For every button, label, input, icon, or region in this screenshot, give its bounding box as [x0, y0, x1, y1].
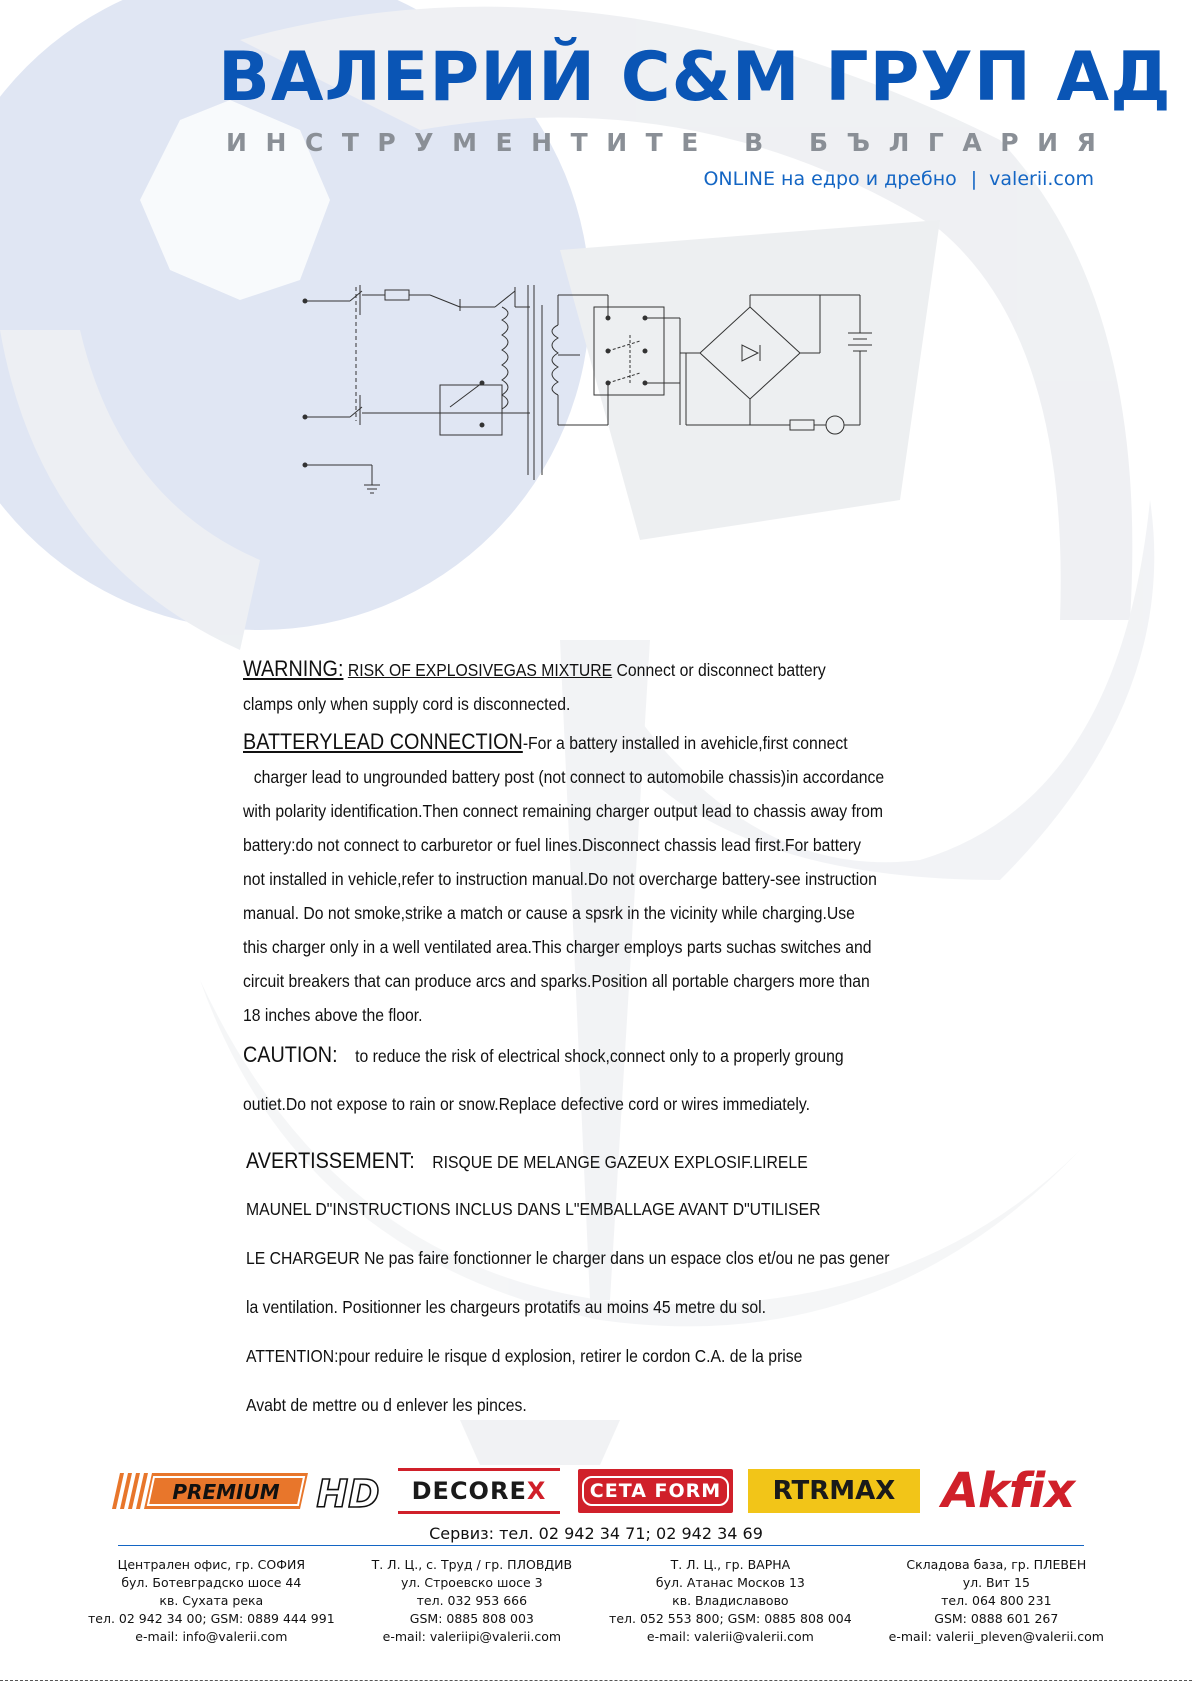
warning-body-line: with polarity identification.Then connect remaining charger output lead to chassis away from — [243, 801, 883, 821]
tagline-letter: И — [1037, 128, 1059, 157]
tagline-letter: Т — [645, 128, 663, 157]
office-plovdiv — [372, 1556, 573, 1646]
avertissement-heading: AVERTISSEMENT: — [246, 1148, 415, 1173]
footer-divider — [118, 1545, 1084, 1546]
tagline-letter: Л — [888, 128, 910, 157]
battery-lead-heading: BATTERYLEAD CONNECTION — [243, 729, 523, 754]
tagline-letter: И — [606, 128, 628, 157]
website-link[interactable]: valerii.com — [989, 168, 1094, 190]
office-address: ул. Вит 15 — [962, 1575, 1030, 1590]
office-district: кв. Сухата река — [159, 1593, 264, 1608]
warning-section-english — [243, 652, 903, 1032]
office-varna — [609, 1556, 852, 1646]
office-phone: GSM: 0885 808 003 — [409, 1611, 534, 1626]
office-email[interactable]: e-mail: valerii@valerii.com — [646, 1629, 814, 1644]
caution-heading: CAUTION: — [243, 1042, 338, 1067]
warning-line-2: clamps only when supply cord is disconnected. — [243, 694, 571, 714]
caution-section — [243, 1036, 903, 1121]
cetaform-logo — [578, 1469, 733, 1513]
warning-body-line: this charger only in a well ventilated area.This charger employs parts suchas switches and — [243, 937, 872, 957]
rtrmax-text: RTRMAX — [772, 1476, 896, 1506]
french-line: la ventilation. Positionner les chargeurs protatifs au moins 45 metre du sol. — [246, 1297, 767, 1317]
office-email[interactable]: e-mail: info@valerii.com — [135, 1629, 288, 1644]
french-line: MAUNEL D"INSTRUCTIONS INCLUS DANS L"EMBALLAGE AVANT D"UTILISER — [246, 1199, 821, 1219]
akfix-logo — [936, 1465, 1080, 1517]
company-tagline — [226, 128, 1096, 157]
warning-body-line: charger lead to ungrounded battery post (not connect to automobile chassis)in accordance — [253, 767, 885, 787]
tagline-letter: Г — [927, 128, 944, 157]
rtrmax-logo — [748, 1469, 920, 1513]
tagline-letter — [782, 128, 791, 157]
tagline-letter: Р — [377, 128, 396, 157]
tagline-letter: В — [744, 128, 764, 157]
office-title: Т. Л. Ц., гр. ВАРНА — [670, 1557, 791, 1572]
french-line: Avabt de mettre ou d enlever les pinces. — [246, 1395, 527, 1415]
french-line: LE CHARGEUR Ne pas faire fonctionner le charger dans un espace clos et/ou ne pas gener — [246, 1248, 890, 1268]
hd-text: HD — [316, 1472, 380, 1516]
office-title: Складова база, гр. ПЛЕВЕН — [906, 1557, 1087, 1572]
caution-text: to reduce the risk of electrical shock,connect only to a properly groung — [355, 1046, 844, 1066]
french-line: ATTENTION:pour reduire le risque d explosion, retirer le cordon C.A. de la prise — [246, 1346, 803, 1366]
tagline-letter: Е — [495, 128, 513, 157]
warning-body-line: 18 inches above the floor. — [243, 1005, 423, 1025]
warning-body-line: circuit breakers that can produce arcs and sparks.Position all portable chargers more than — [243, 971, 870, 991]
page-bottom-border — [0, 1680, 1192, 1681]
office-title: Централен офис, гр. СОФИЯ — [117, 1557, 306, 1572]
office-email[interactable]: e-mail: valerii_pleven@valerii.com — [888, 1629, 1104, 1644]
warning-body-line: battery:do not connect to carburetor or fuel lines.Disconnect chassis lead first.For battery — [243, 835, 862, 855]
caution-line-2: outiet.Do not expose to rain or snow.Replace defective cord or wires immediately. — [243, 1094, 810, 1114]
tagline-letter: Т — [341, 128, 359, 157]
tagline-letter: Я — [1076, 128, 1096, 157]
office-pleven — [889, 1556, 1104, 1646]
tagline-letter — [717, 128, 726, 157]
office-phone: тел. 052 553 800; GSM: 0885 808 004 — [609, 1611, 852, 1626]
office-district: тел. 032 953 666 — [416, 1593, 528, 1608]
cetaform-text: CETA FORM — [582, 1476, 729, 1506]
office-phone: тел. 02 942 34 00; GSM: 0889 444 991 — [88, 1611, 335, 1626]
warning-subheading: RISK OF EXPLOSIVEGAS MIXTURE — [347, 660, 613, 680]
warning-text: Connect or disconnect battery — [612, 660, 826, 680]
akfix-text: Akfix — [941, 1463, 1075, 1519]
battery-lead-line — [243, 725, 903, 760]
online-shop-line — [703, 168, 1094, 190]
tagline-letter: И — [226, 128, 247, 157]
warning-section-french — [246, 1136, 966, 1430]
decorex-text — [412, 1477, 547, 1505]
battery-lead-text: -For a battery installed in avehicle,first connect — [522, 733, 848, 753]
premium-hd-logo — [108, 1465, 388, 1517]
avertissement-text: RISQUE DE MELANGE GAZEUX EXPLOSIF.LIRELE — [432, 1152, 808, 1172]
office-address: бул. Атанас Москов 13 — [655, 1575, 805, 1590]
company-name: ВАЛЕРИЙ С&М ГРУП АД — [218, 38, 1172, 117]
decorex-logo — [398, 1468, 560, 1514]
warning-heading: WARNING: — [243, 656, 344, 681]
office-title: Т. Л. Ц., с. Труд / гр. ПЛОВДИВ — [371, 1557, 573, 1572]
tagline-letter: М — [452, 128, 477, 157]
brand-logos — [108, 1465, 1080, 1527]
tagline-letter: Н — [531, 128, 553, 157]
decorex-text-x: X — [526, 1477, 547, 1505]
tagline-letter: Р — [1000, 128, 1019, 157]
tagline-letter: Ъ — [846, 128, 871, 157]
office-sofia — [88, 1556, 335, 1646]
tagline-letter: А — [962, 128, 982, 157]
warning-body-line: manual. Do not smoke,strike a match or cause a spsrk in the vicinity while charging.Use — [243, 903, 855, 923]
separator: | — [970, 168, 978, 190]
tagline-letter: Е — [681, 128, 699, 157]
caution-line-1 — [243, 1036, 903, 1075]
office-district: кв. Владиславово — [672, 1593, 789, 1608]
premium-hd-graphic — [108, 1465, 388, 1517]
office-email[interactable]: e-mail: valeriipi@valerii.com — [382, 1629, 562, 1644]
tagline-letter: Н — [265, 128, 287, 157]
office-list — [88, 1556, 1104, 1646]
service-phone-line: Сервиз: тел. 02 942 34 71; 02 942 34 69 — [429, 1524, 763, 1543]
online-text: ONLINE на едро и дребно — [703, 168, 957, 190]
office-address: бул. Ботевградско шосе 44 — [121, 1575, 302, 1590]
charger-circuit-diagram — [290, 285, 890, 510]
office-phone: GSM: 0888 601 267 — [934, 1611, 1059, 1626]
tagline-letter: С — [304, 128, 324, 157]
warning-line-1 — [243, 652, 903, 687]
warning-body-line: not installed in vehicle,refer to instruction manual.Do not overcharge battery-see instruction — [243, 869, 877, 889]
office-district: тел. 064 800 231 — [941, 1593, 1052, 1608]
office-address: ул. Строевско шосе 3 — [401, 1575, 543, 1590]
tagline-letter: Б — [808, 128, 829, 157]
tagline-letter: У — [414, 128, 434, 157]
tagline-letter: Т — [570, 128, 588, 157]
avertissement-line — [246, 1136, 966, 1185]
decorex-text-main: DECORE — [411, 1477, 527, 1505]
premium-text: PREMIUM — [172, 1480, 280, 1504]
